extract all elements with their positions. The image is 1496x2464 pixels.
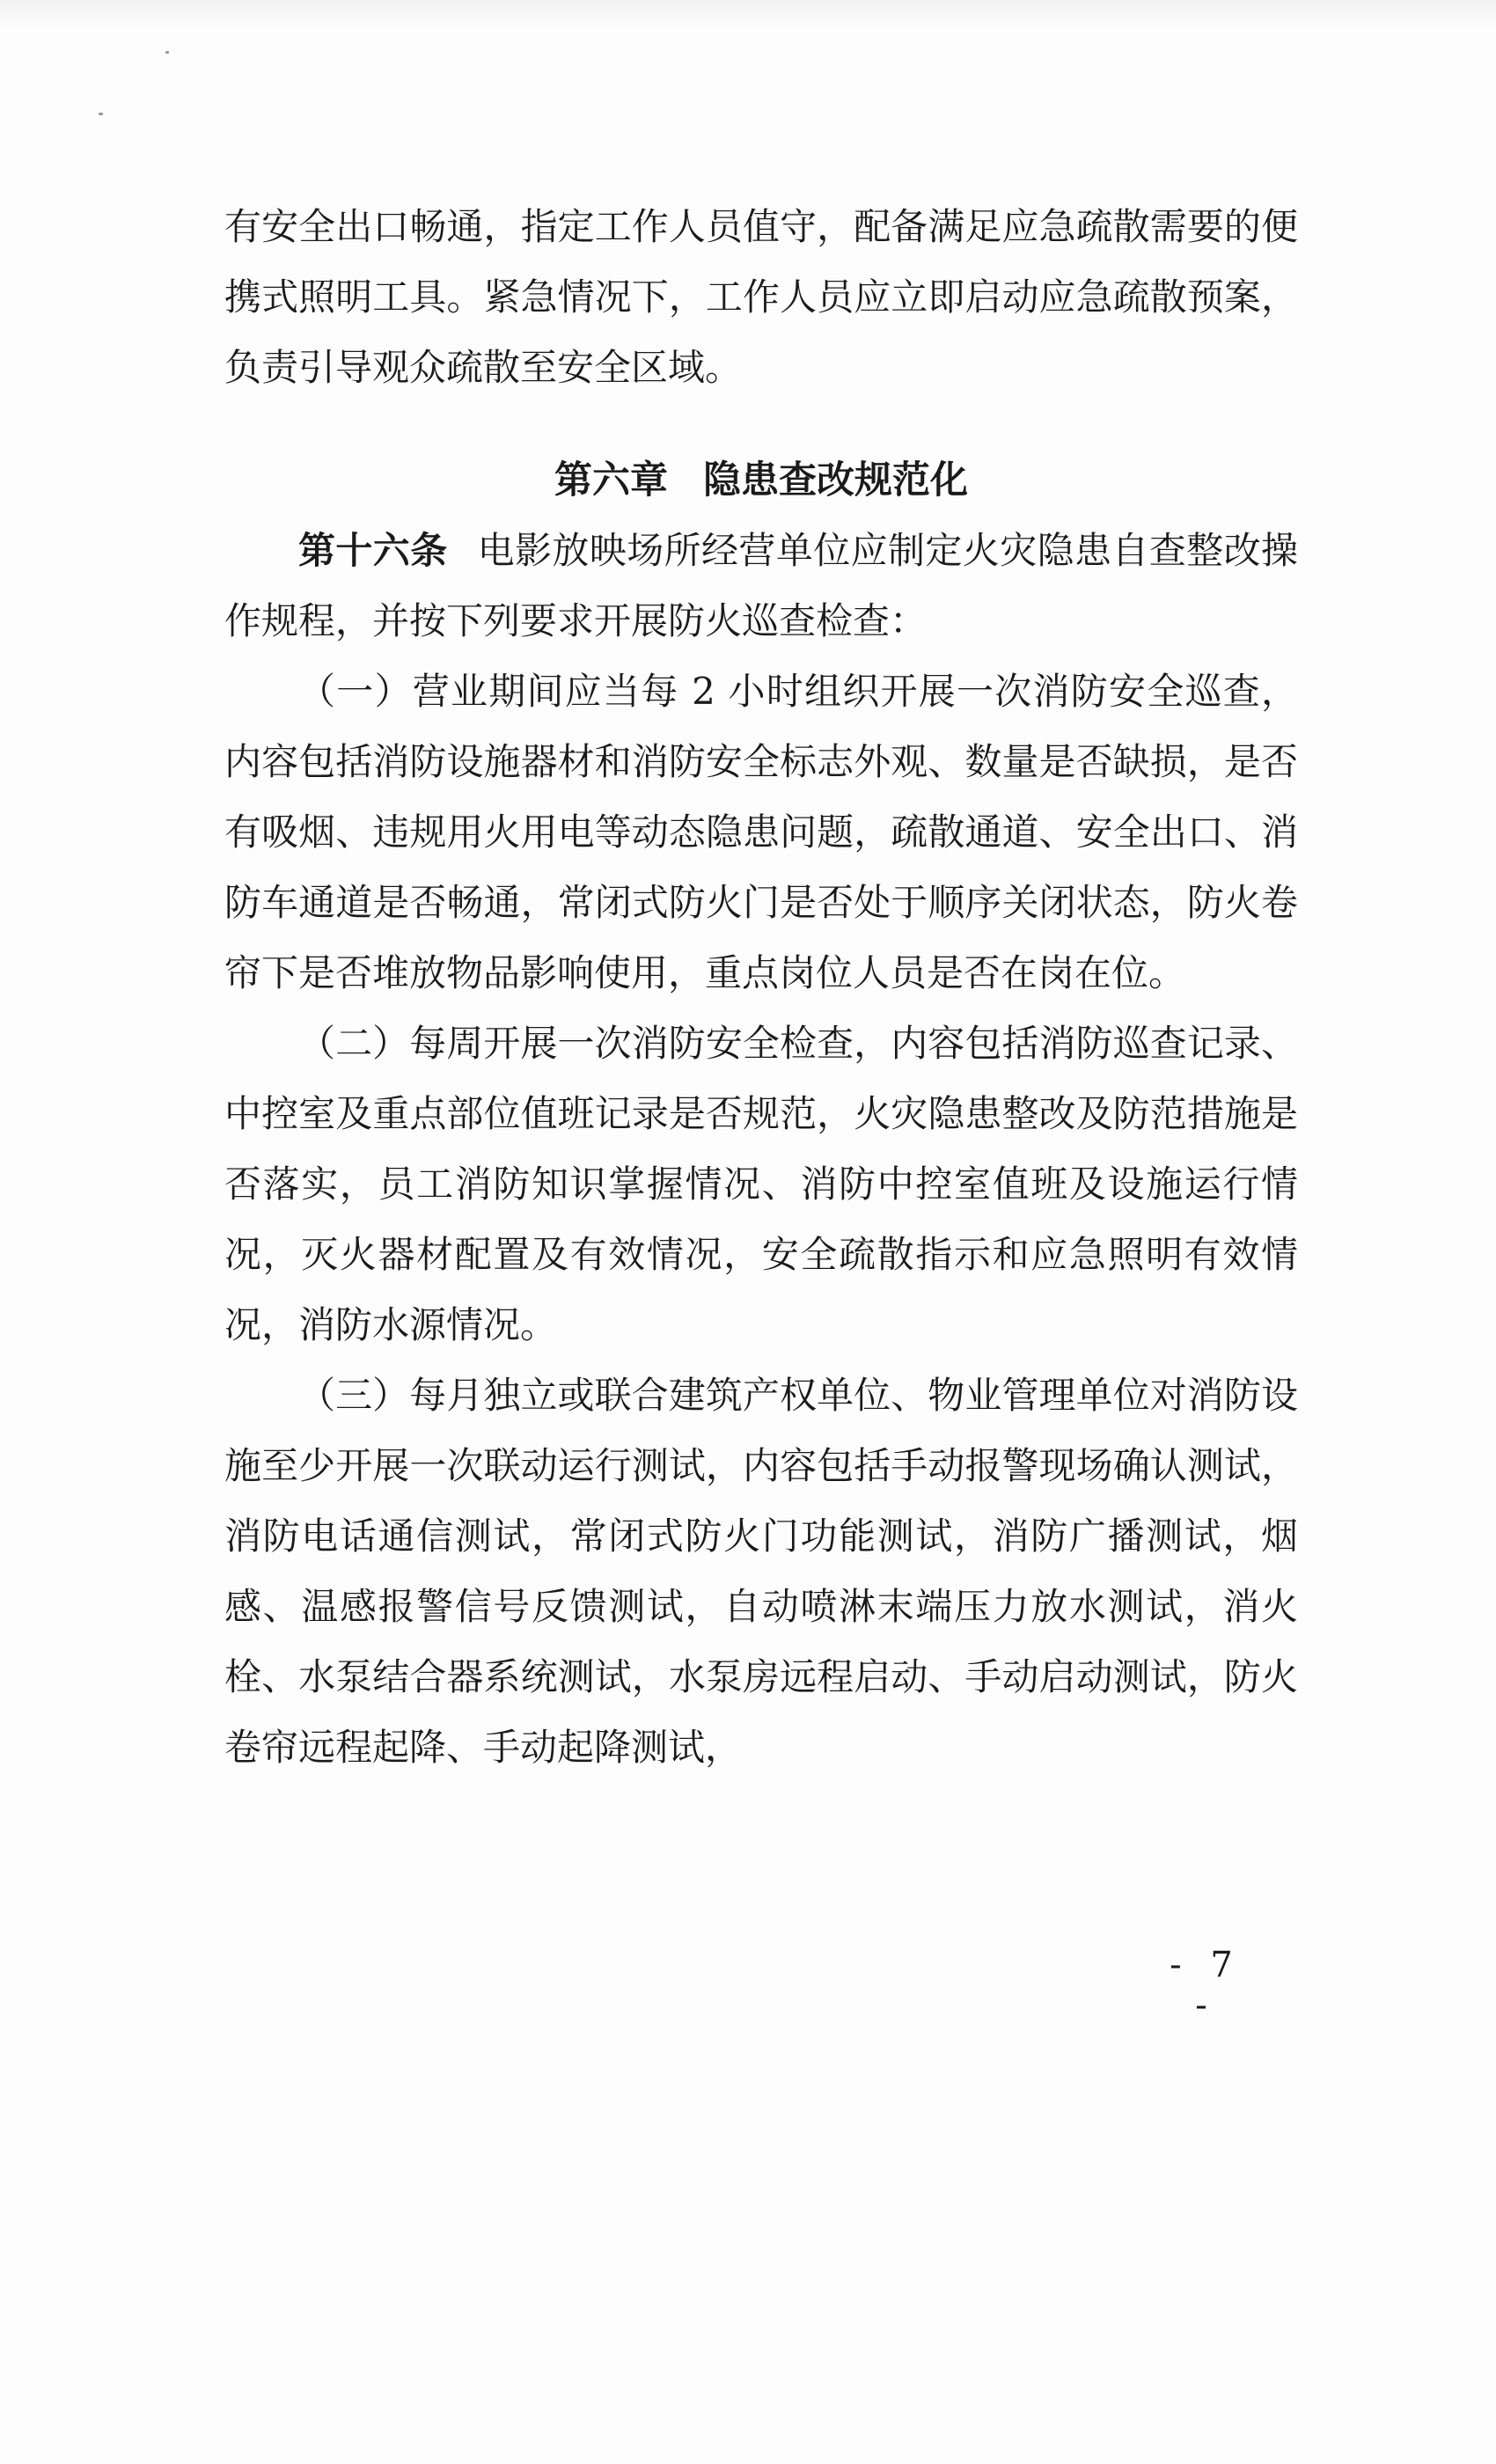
- article-text: 电影放映场所经营单位应制定火灾隐患自查整改操作规程，并按下列要求开展防火巡查检查：: [224, 529, 1298, 642]
- list-item: （一）营业期间应当每 2 小时组织开展一次消防安全巡查，内容包括消防设施器材和消防安全标志外观、数量是否缺损，是否有吸烟、违规用火用电等动态隐患问题，疏散通道、安全出口、消防车通道是否畅通，常闭式防火门是否处于顺序关闭状态，防火卷帘下是否堆放物品影响使用，重点岗位人员是否在岗在位。: [224, 670, 1298, 994]
- chapter-heading: [224, 445, 1298, 516]
- chapter-title: 隐患查改规范化: [703, 458, 968, 502]
- document-body: [224, 192, 1298, 1783]
- article-paragraph: [224, 516, 1298, 656]
- list-item: （二）每周开展一次消防安全检查，内容包括消防巡查记录、中控室及重点部位值班记录是否规范，火灾隐患整改及防范措施是否落实，员工消防知识掌握情况、消防中控室值班及设施运行情况，灭火器材配置及有效情况，安全疏散指示和应急照明有效情况，消防水源情况。: [224, 1022, 1298, 1346]
- list-item: （三）每月独立或联合建筑产权单位、物业管理单位对消防设施至少开展一次联动运行测试，内容包括手动报警现场确认测试，消防电话通信测试，常闭式防火门功能测试，消防广播测试，烟感、温感报警信号反馈测试，自动喷淋末端压力放水测试，消火栓、水泵结合器系统测试，水泵房远程启动、手动启动测试，防火卷帘远程起降、手动起降测试，: [224, 1374, 1298, 1769]
- article-number: 第十六条: [298, 529, 448, 572]
- continued-paragraph: 有安全出口畅通，指定工作人员值守，配备满足应急疏散需要的便携式照明工具。紧急情况下，工作人员应立即启动应急疏散预案，负责引导观众疏散至安全区域。: [224, 205, 1298, 389]
- scan-speck: [165, 51, 169, 54]
- scan-speck: [99, 113, 103, 115]
- scan-shadow: [0, 0, 1496, 26]
- chapter-number: 第六章: [554, 458, 668, 502]
- page-number: - 7 -: [1170, 1945, 1242, 2026]
